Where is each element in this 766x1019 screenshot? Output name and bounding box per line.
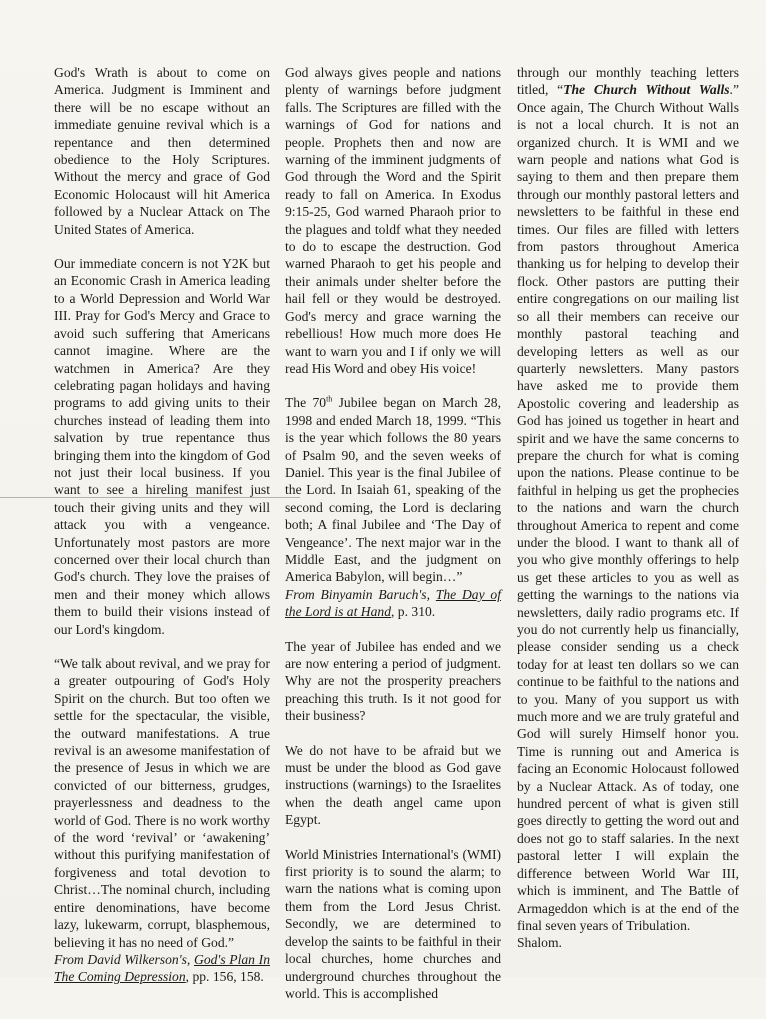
col3-text-a: through our monthly teaching letters titled, “	[517, 65, 739, 98]
col2-citation-prefix: From Binyamin Baruch's,	[285, 586, 430, 602]
col1-quote-paragraph: “We talk about revival, and we pray for a greater outpouring of God's Holy Spirit on the church. But too often we settle for the spectacular, the visible, the outward manifestations. A true revival is an awesome manifestation of the presence of Jesus in which we are convicted of our bitterness, grudges, prayerlessness and deadness to the world of God. There is no work worthy of the word ‘revival’ or ‘awakening’ without this purifying manifestation of forgiveness and total devotion to Christ…The nominal church, including entire denominations, have become lazy, lukewarm, corrupt, blasphemous, believing it has no need of God.”	[54, 656, 270, 950]
col2-paragraph-5: World Ministries International's (WMI) first priority is to sound the alarm; to warn the nations what is coming upon them from the Lord Jesus Christ. Secondly, we are determined to develop the saints to be faithful in their local churches, home churches and underground churches throughout the world. This is accomplished	[285, 846, 501, 1001]
col1-paragraph-1: God's Wrath is about to come on America. Judgment is Imminent and there will be no escape without an immediate genuine revival which is a repentance and then determined obedience to the Holy Scriptures. Without the mercy and grace of God Economic Holocaust will hit America followed by a Nuclear Attack on The United States of America.	[54, 65, 270, 237]
col3-closing: Shalom.	[517, 935, 562, 951]
column-3	[517, 64, 739, 969]
col1-citation-prefix: From David Wilkerson's,	[54, 951, 191, 967]
col2-jubilee-sup: th	[326, 394, 333, 404]
col2-citation-pages: , p. 310.	[391, 604, 436, 620]
col3-paragraph-1	[517, 64, 739, 934]
col2-paragraph-1: God always gives people and nations plenty of warnings before judgment falls. The Scriptures are filled with the warnings of God for nations and people. Prophets then and now are warning of the imminent judgments of God through the Word and the Spirit ready to fall on America. In Exodus 9:15-25, God warned Pharaoh prior to the plagues and toldf what they needed to do to escape the destruction. God warned Pharaoh to get his people and their animals under shelter before the hail fell or they would be destroyed. God's mercy and grace warning the rebellious! How much more does He want to warn you and I if only we will read His Word and obey His voice!	[285, 65, 501, 376]
col2-jubilee-text-b: Jubilee began on March 28, 1998 and ended March 18, 1999. “This is the year which follows the 80 years of Psalm 90, and the seven weeks of Daniel. This year is the final Jubilee of the Lord. In Isaiah 61, speaking of the second coming, the Lord is declaring both; A final Jubilee and ‘The Day of Vengeance’. The next major war in the Middle East, and the judgment on America Babylon, will begin…”	[285, 395, 501, 585]
col2-citation-title: The Day of the Lord is at Hand	[285, 586, 501, 620]
column-2	[285, 64, 501, 1019]
col2-jubilee-text-a: The 70	[285, 395, 327, 411]
column-1	[54, 64, 270, 1003]
col1-citation-pages: , pp. 156, 158.	[185, 969, 264, 985]
col2-paragraph-4: We do not have to be afraid but we must be under the blood as God gave instructions (warnings) to the Israelites when the death angel came upon Egypt.	[285, 742, 501, 828]
col2-citation	[285, 586, 501, 621]
col2-paragraph-3: The year of Jubilee has ended and we are now entering a period of judgment. Why are not the prosperity preachers preaching this truth. Is it not good for their business?	[285, 638, 501, 724]
col1-citation-title: God's Plan In The Coming Depression	[54, 951, 271, 985]
col1-citation	[54, 951, 270, 986]
col3-newsletter-title: The Church Without Walls	[563, 82, 730, 98]
col3-text-b: .” Once again, The Church Without Walls is not a local church. It is not an organized church. It is WMI and we warn people and nations what God is saying to them and then prepare them through our monthly pastoral letters and newsletters to be faithful in these end times. Our files are filled with letters from pastors throughout America thanking us for helping to develop their flock. Other pastors are putting their entire congregations on our mailing list so all their members can receive our monthly pastoral teaching and developing letters as well as our quarterly newsletters. Many pastors have asked me to provide them Apostolic covering and leadership as God has joined us together in heart and spirit and we have the same concerns to prepare the church for what is coming upon the nations. Please continue to be faithful in helping us get the prophecies to the nations and warn the church throughout America to repent and come under the blood. I want to thank all of you who give monthly offerings to help us get these articles to you as well as getting the warnings to the nations via newsletters, daily radio programs etc. If you do not currently help us financially, please consider sending us a check today for at least ten dollars so we can continue to be faithful to the nations and to you. Many of you support us with much more and we are truly grateful and God will surely Himself honor you. Time is running out and America is facing an Economic Holocaust followed by a Nuclear Attack. As of today, one hundred percent of what is given still goes directly to getting the word out and does not go to staff salaries. In the next pastoral letter I will explain the difference between World War III, which is imminent, and The Battle of Armageddon which is at the end of the final seven years of Tribulation.	[517, 82, 739, 933]
col1-paragraph-2: Our immediate concern is not Y2K but an Economic Crash in America leading to a World Depression and World War III. Pray for God's Mercy and Grace to avoid such suffering that Americans cannot imagine. Where are the watchmen in America? Are they celebrating pagan holidays and having programs to add giving units to their churches instead of leading them into salvation by true repentance thus bringing them into the kingdom of God not just their local business. If you want to see a hireling manifest just touch their giving units and they will attack you with a vengeance. Unfortunately most pastors are more concerned over their local church than God's church. They love the praises of men and their money which allows them to build their visions instead of our Lord's kingdom.	[54, 256, 270, 637]
col2-jubilee-paragraph	[285, 394, 501, 585]
